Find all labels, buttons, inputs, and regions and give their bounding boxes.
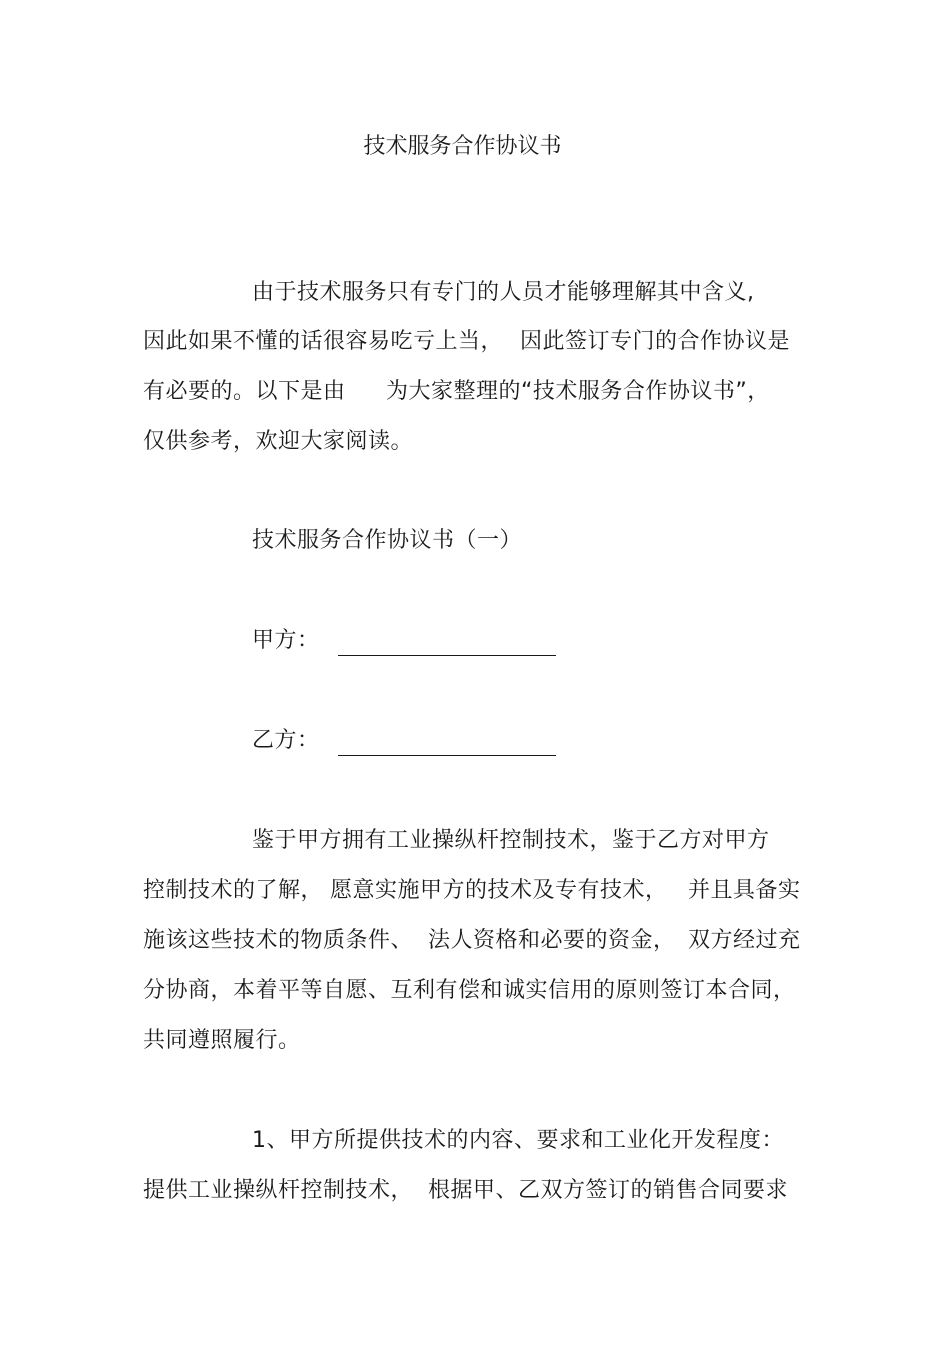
- document-title: 技术服务合作协议书: [363, 134, 562, 159]
- intro-line-2a: 因此如果不懂的话很容易吃亏上当，: [143, 329, 504, 354]
- clause1-line-2a: 提供工业操纵杆控制技术，: [143, 1178, 414, 1203]
- clause1-line-2b: 根据甲、乙双方签订的销售合同要求: [428, 1178, 789, 1203]
- whereas-line-2b: 愿意实施甲方的技术及专有技术，: [330, 878, 668, 903]
- whereas-line-3a: 施该这些技术的物质条件、: [143, 928, 414, 953]
- whereas-line-3c: 双方经过充: [688, 928, 801, 953]
- intro-line-1: 由于技术服务只有专门的人员才能够理解其中含义,: [252, 280, 755, 305]
- section-title: 技术服务合作协议书（一）: [252, 528, 523, 553]
- clause1-line-1: 1、甲方所提供技术的内容、要求和工业化开发程度：: [252, 1128, 784, 1153]
- intro-line-3a: 有必要的。以下是由: [143, 379, 346, 404]
- party-a-blank: [338, 633, 556, 656]
- party-b-blank: [338, 733, 556, 756]
- intro-line-3b: 为大家整理的“技术服务合作协议书”，: [386, 379, 770, 404]
- whereas-line-5: 共同遵照履行。: [143, 1028, 301, 1053]
- whereas-line-2c: 并且具备实: [688, 878, 801, 903]
- whereas-line-1: 鉴于甲方拥有工业操纵杆控制技术，鉴于乙方对甲方: [252, 828, 770, 853]
- party-a-row: [252, 626, 556, 656]
- party-b-row: [252, 726, 556, 756]
- whereas-line-2a: 控制技术的了解，: [143, 878, 324, 903]
- intro-line-2b: 因此签订专门的合作协议是: [520, 329, 791, 354]
- intro-line-4: 仅供参考，欢迎大家阅读。: [143, 429, 414, 454]
- whereas-line-4: 分协商，本着平等自愿、互利有偿和诚实信用的原则签订本合同，: [143, 978, 796, 1003]
- whereas-line-3b: 法人资格和必要的资金，: [428, 928, 676, 953]
- party-b-label: 乙方：: [252, 728, 320, 753]
- party-a-label: 甲方：: [252, 628, 320, 653]
